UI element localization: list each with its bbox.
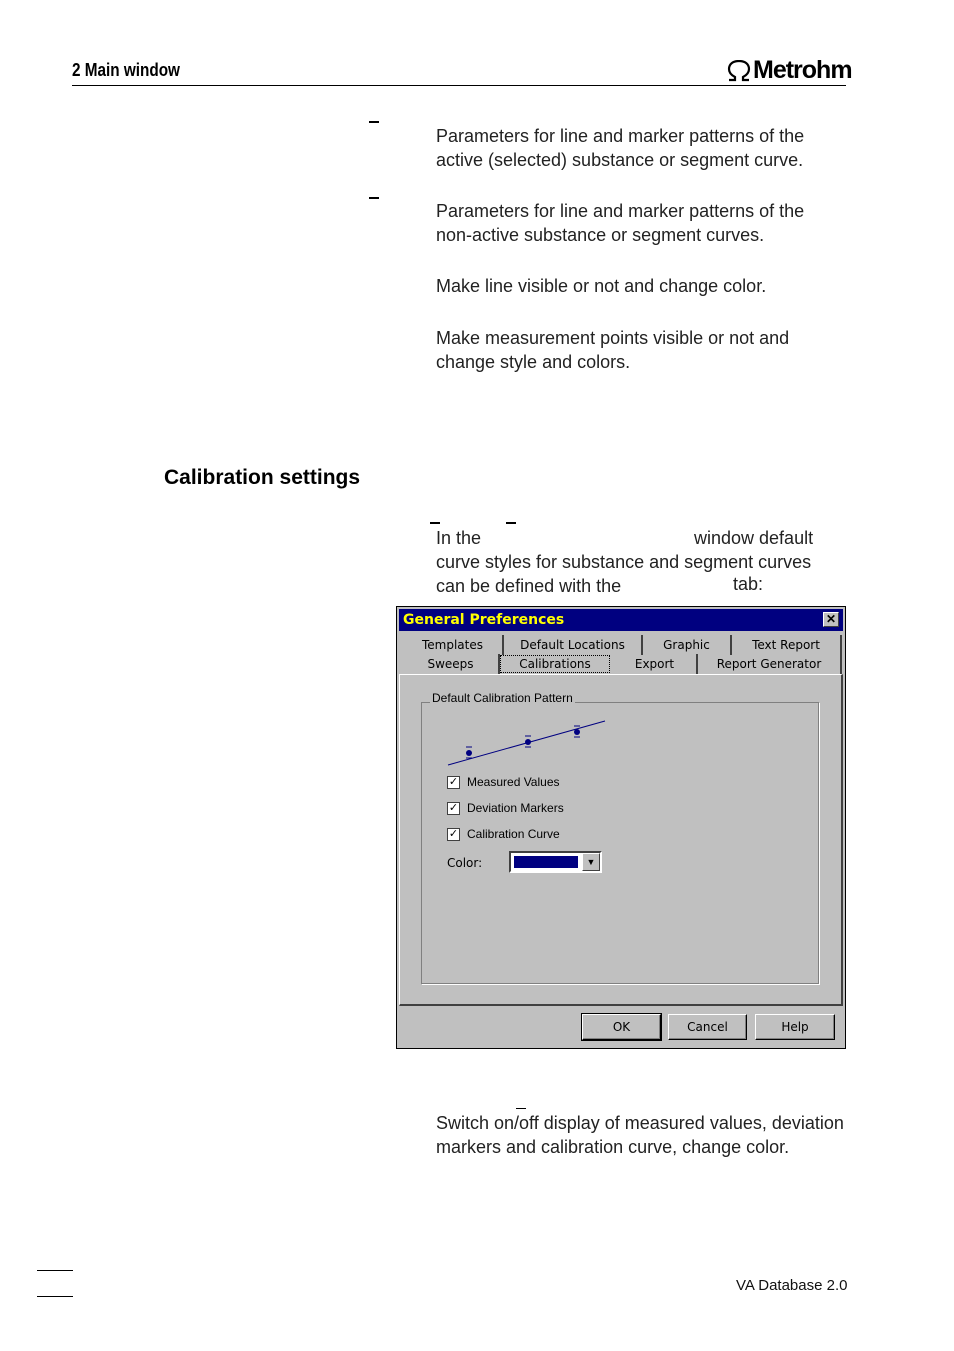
- footer-rule-top: [37, 1270, 73, 1271]
- term-marker: [369, 121, 379, 123]
- section-heading: Calibration settings: [164, 466, 361, 489]
- logo-text: Metrohm: [753, 56, 852, 84]
- calibration-preview: [440, 715, 610, 770]
- color-swatch: [514, 856, 578, 868]
- term-marker: [506, 522, 516, 524]
- term-marker: [430, 522, 440, 524]
- color-label: Color:: [447, 856, 483, 870]
- calibration-curve-checkbox[interactable]: [447, 827, 560, 841]
- tab-calibrations[interactable]: Calibrations: [500, 655, 610, 673]
- chevron-down-icon[interactable]: ▼: [582, 853, 600, 871]
- measured-point: [466, 747, 472, 758]
- group-label: [430, 689, 575, 707]
- tab-templates[interactable]: Templates: [403, 635, 504, 655]
- tab-report-generator[interactable]: Report Generator: [698, 654, 842, 674]
- omega-logo-icon: [726, 60, 752, 82]
- measured-point: [525, 736, 531, 747]
- tab-graphic[interactable]: Graphic: [643, 635, 732, 655]
- help-button[interactable]: Help: [755, 1014, 835, 1040]
- chapter-title: 2 Main window: [72, 60, 180, 80]
- measured-values-checkbox[interactable]: [447, 775, 560, 789]
- checkbox-check-icon[interactable]: ✓: [448, 827, 459, 840]
- group-label-text: Default Calibration Pattern: [432, 691, 573, 705]
- term-marker: [516, 1108, 526, 1109]
- cancel-button[interactable]: Cancel: [668, 1014, 747, 1040]
- close-icon[interactable]: ✕: [823, 612, 839, 627]
- tab-text-report[interactable]: Text Report: [732, 635, 842, 655]
- dialog-title: General Preferences: [403, 612, 565, 628]
- tab-sweeps[interactable]: Sweeps: [403, 654, 500, 674]
- checkbox-label: Deviation Markers: [467, 801, 564, 815]
- tab-default-locations[interactable]: Default Locations: [504, 635, 643, 655]
- measured-point: [574, 726, 580, 737]
- checkbox-label: Calibration Curve: [467, 827, 560, 841]
- paragraph-active-curve: Parameters for line and marker patterns of the active (selected) substance or segment curve.: [436, 126, 805, 170]
- footer-rule-bottom: [37, 1296, 73, 1297]
- checkbox-label: Measured Values: [467, 775, 560, 789]
- intro-text-part3: tab:: [733, 574, 764, 594]
- tab-export[interactable]: Export: [613, 654, 698, 674]
- color-select[interactable]: [509, 851, 602, 873]
- paragraph-switch: Switch on/off display of measured values, deviation markers and calibration curve, change color.: [436, 1113, 844, 1157]
- paragraph-line: Make line visible or not and change color.: [436, 276, 767, 296]
- metrohm-logo: [726, 56, 852, 85]
- ok-button[interactable]: OK: [582, 1014, 661, 1040]
- footer-product: VA Database 2.0: [736, 1277, 848, 1294]
- checkbox-check-icon[interactable]: ✓: [448, 775, 459, 788]
- dialog-titlebar[interactable]: [399, 609, 843, 631]
- intro-text-part2: window default curve styles for substance and segment curves can be defined with the: [436, 528, 814, 596]
- deviation-markers-checkbox[interactable]: [447, 801, 564, 815]
- header-rule: [72, 85, 846, 86]
- paragraph-nonactive-curves: Parameters for line and marker patterns of the non-active substance or segment curves.: [436, 201, 805, 245]
- paragraph-markers: Make measurement points visible or not and change style and colors.: [436, 328, 790, 372]
- checkbox-check-icon[interactable]: ✓: [448, 801, 459, 814]
- intro-text-part1: In the: [436, 528, 482, 548]
- term-marker: [369, 197, 379, 199]
